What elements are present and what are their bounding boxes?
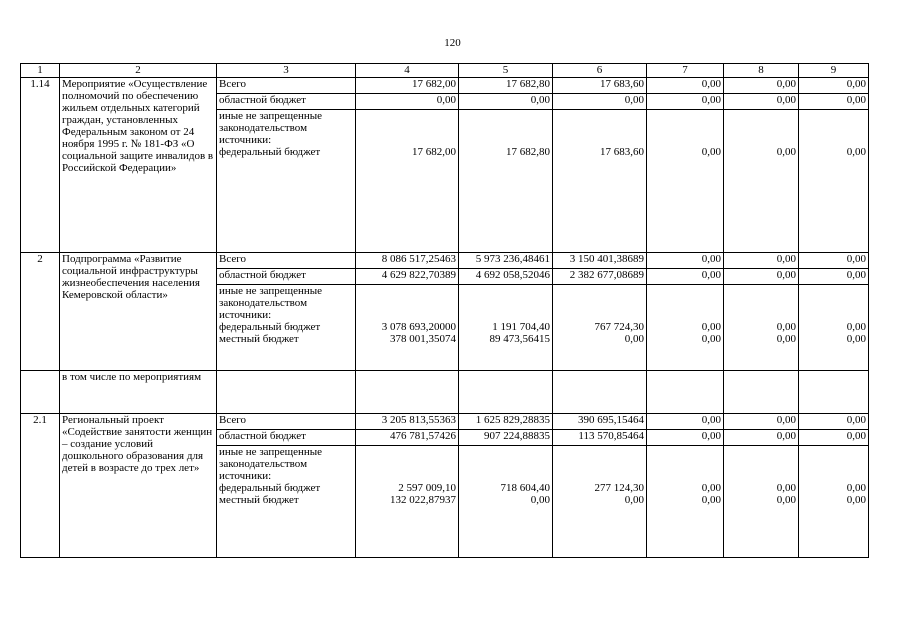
value-cell: 476 781,57426 — [356, 430, 459, 446]
source-label: областной бюджет — [217, 269, 356, 285]
value-cell: 0,00 — [724, 94, 799, 110]
value-text: 3 078 693,20000 — [381, 321, 456, 333]
value-cell: 0,00 — [799, 430, 869, 446]
value-text: 0,00 — [776, 146, 796, 158]
empty-cell — [724, 371, 799, 414]
value-text: 0,00 — [846, 494, 866, 506]
value-cell: 3 150 401,38689 — [553, 253, 647, 269]
source-label: областной бюджет — [217, 94, 356, 110]
value-text: 0,00 — [701, 321, 721, 333]
source-label: иные не запрещенные законодательством источники: — [219, 110, 323, 146]
source-label: иные не запрещенные законодательством источники: — [219, 285, 323, 321]
value-text: 17 683,60 — [600, 146, 644, 158]
value-cell — [356, 285, 459, 371]
value-text: 2 597 009,10 — [398, 482, 456, 494]
value-text: 0,00 — [701, 482, 721, 494]
value-text: 132 022,87937 — [390, 494, 456, 506]
column-header: 3 — [217, 64, 356, 78]
empty-cell — [21, 371, 60, 414]
source-label: Всего — [217, 253, 356, 269]
value-cell: 17 683,60 — [553, 78, 647, 94]
item-name: Подпрограмма «Развитие социальной инфраструктуры жизнеобеспечения населения Кемеровской области» — [60, 253, 217, 371]
table-row — [21, 253, 869, 269]
value-cell: 0,00 — [647, 253, 724, 269]
value-text: 0,00 — [624, 494, 644, 506]
value-cell: 113 570,85464 — [553, 430, 647, 446]
empty-cell — [217, 371, 356, 414]
value-cell — [553, 110, 647, 253]
value-cell — [799, 110, 869, 253]
source-cell — [217, 110, 356, 253]
value-cell: 2 382 677,08689 — [553, 269, 647, 285]
value-cell: 0,00 — [724, 269, 799, 285]
value-cell: 0,00 — [724, 414, 799, 430]
value-cell — [647, 446, 724, 558]
column-header: 7 — [647, 64, 724, 78]
value-cell — [647, 110, 724, 253]
value-cell: 0,00 — [799, 94, 869, 110]
value-cell: 0,00 — [799, 269, 869, 285]
value-text: 89 473,56415 — [489, 333, 550, 345]
value-text: 17 682,80 — [506, 146, 550, 158]
source-cell — [217, 446, 356, 558]
value-cell — [724, 285, 799, 371]
table-row — [21, 371, 869, 414]
value-text: 718 604,40 — [500, 482, 550, 494]
value-cell: 390 695,15464 — [553, 414, 647, 430]
value-cell: 0,00 — [647, 78, 724, 94]
column-header: 8 — [724, 64, 799, 78]
item-name: в том числе по мероприятиям — [60, 371, 217, 414]
value-cell — [356, 110, 459, 253]
value-cell: 907 224,88835 — [459, 430, 553, 446]
value-text: 0,00 — [776, 321, 796, 333]
value-cell: 17 682,00 — [356, 78, 459, 94]
value-cell: 4 692 058,52046 — [459, 269, 553, 285]
value-cell: 0,00 — [553, 94, 647, 110]
value-cell: 8 086 517,25463 — [356, 253, 459, 269]
value-cell — [799, 446, 869, 558]
empty-cell — [647, 371, 724, 414]
value-cell: 0,00 — [356, 94, 459, 110]
value-text: 0,00 — [846, 333, 866, 345]
empty-cell — [553, 371, 647, 414]
source-label: областной бюджет — [217, 430, 356, 446]
budget-table — [20, 63, 869, 558]
value-cell — [724, 110, 799, 253]
value-cell — [459, 110, 553, 253]
value-cell: 0,00 — [647, 414, 724, 430]
source-label: федеральный бюджет — [219, 482, 321, 494]
column-header: 5 — [459, 64, 553, 78]
value-cell: 0,00 — [799, 78, 869, 94]
value-text: 0,00 — [701, 333, 721, 345]
value-cell: 0,00 — [799, 414, 869, 430]
value-text: 0,00 — [846, 321, 866, 333]
value-cell: 5 973 236,48461 — [459, 253, 553, 269]
value-text: 0,00 — [530, 494, 550, 506]
empty-cell — [356, 371, 459, 414]
value-text: 378 001,35074 — [390, 333, 456, 345]
value-cell — [459, 285, 553, 371]
value-cell — [553, 446, 647, 558]
value-cell: 0,00 — [647, 430, 724, 446]
value-cell: 0,00 — [799, 253, 869, 269]
value-text: 767 724,30 — [594, 321, 644, 333]
source-label: федеральный бюджет — [219, 321, 321, 333]
source-label: иные не запрещенные законодательством источники: — [219, 446, 323, 482]
page-number: 120 — [444, 37, 461, 49]
value-text: 0,00 — [776, 482, 796, 494]
column-header: 2 — [60, 64, 217, 78]
empty-cell — [459, 371, 553, 414]
column-header: 6 — [553, 64, 647, 78]
source-label: Всего — [217, 78, 356, 94]
value-cell: 0,00 — [724, 78, 799, 94]
value-cell — [647, 285, 724, 371]
value-cell: 0,00 — [724, 253, 799, 269]
source-cell — [217, 285, 356, 371]
value-cell: 0,00 — [724, 430, 799, 446]
value-cell: 0,00 — [647, 269, 724, 285]
value-cell — [799, 285, 869, 371]
value-cell: 17 682,80 — [459, 78, 553, 94]
value-text: 1 191 704,40 — [492, 321, 550, 333]
row-number: 2 — [21, 253, 60, 371]
value-cell: 3 205 813,55363 — [356, 414, 459, 430]
item-name: Региональный проект «Содействие занятости женщин – создание условий дошкольного образования для детей в возрасте до трех лет» — [60, 414, 217, 558]
value-text: 277 124,30 — [594, 482, 644, 494]
value-text: 0,00 — [776, 333, 796, 345]
value-text: 0,00 — [846, 482, 866, 494]
value-cell: 4 629 822,70389 — [356, 269, 459, 285]
table-row — [21, 78, 869, 94]
row-number: 2.1 — [21, 414, 60, 558]
value-cell — [356, 446, 459, 558]
header-row — [21, 64, 869, 78]
value-cell — [459, 446, 553, 558]
column-header: 4 — [356, 64, 459, 78]
column-header: 1 — [21, 64, 60, 78]
source-label: Всего — [217, 414, 356, 430]
source-label: местный бюджет — [219, 333, 299, 345]
empty-cell — [799, 371, 869, 414]
value-text: 17 682,00 — [412, 146, 456, 158]
column-header: 9 — [799, 64, 869, 78]
value-cell: 1 625 829,28835 — [459, 414, 553, 430]
table-row — [21, 414, 869, 430]
value-text: 0,00 — [701, 146, 721, 158]
source-label: местный бюджет — [219, 494, 299, 506]
row-number: 1.14 — [21, 78, 60, 253]
item-name: Мероприятие «Осуществление полномочий по обеспечению жильем отдельных категорий граждан, установленных Федеральным законом от 24 ноября 1995 г. № 181-ФЗ «О социальной защите инвалидов в Российской Федерации» — [60, 78, 217, 253]
value-text: 0,00 — [624, 333, 644, 345]
value-text: 0,00 — [701, 494, 721, 506]
source-label: федеральный бюджет — [219, 146, 321, 158]
value-cell: 0,00 — [459, 94, 553, 110]
value-cell: 0,00 — [647, 94, 724, 110]
value-text: 0,00 — [846, 146, 866, 158]
value-cell — [553, 285, 647, 371]
value-cell — [724, 446, 799, 558]
value-text: 0,00 — [776, 494, 796, 506]
